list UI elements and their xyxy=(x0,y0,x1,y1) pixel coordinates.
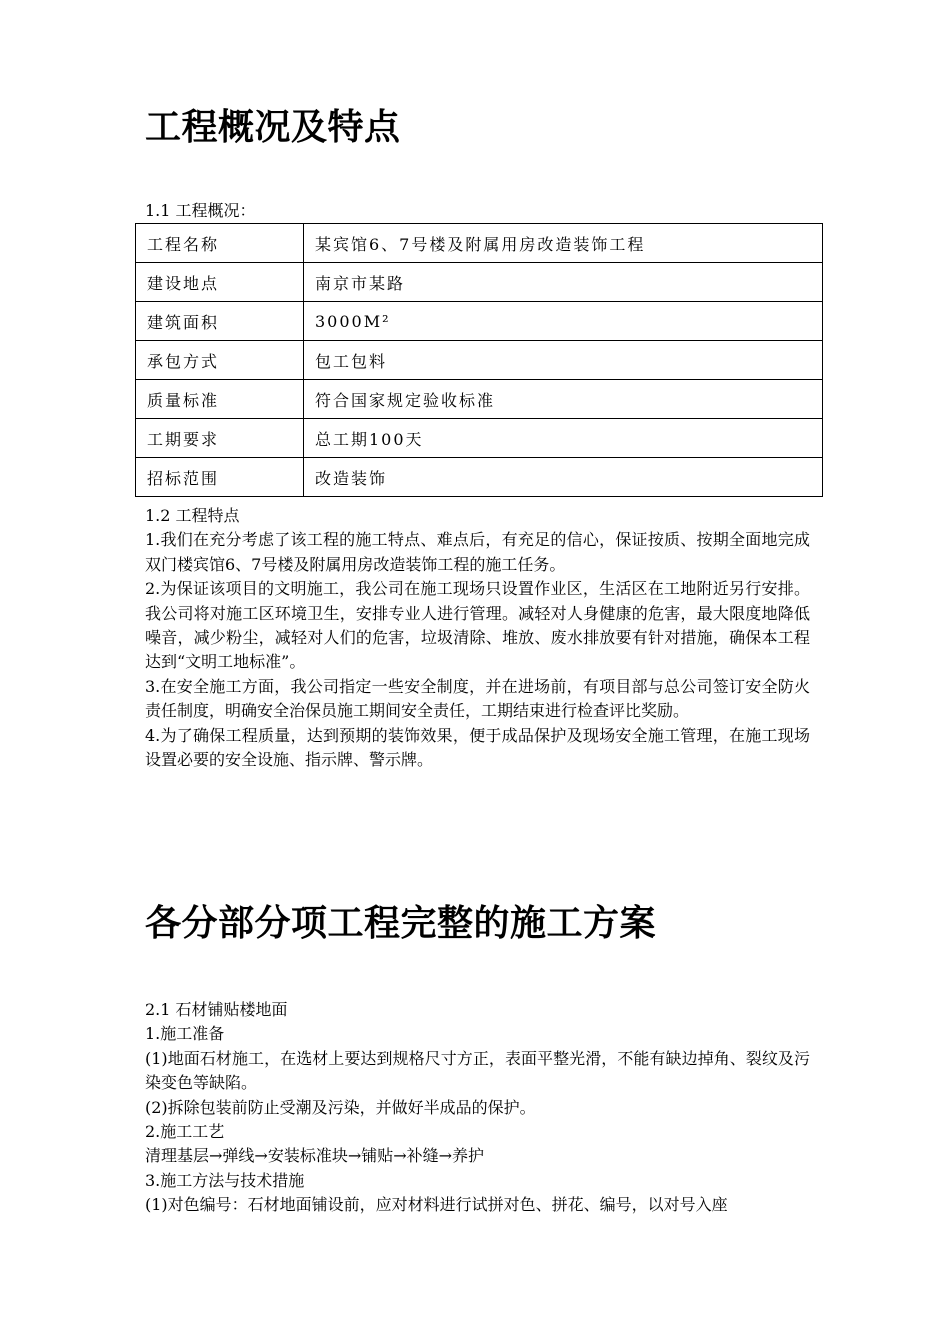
project-info-table xyxy=(135,223,823,497)
table-key: 招标范围 xyxy=(136,458,304,497)
table-key: 质量标准 xyxy=(136,380,304,419)
table-key: 建设地点 xyxy=(136,263,304,302)
plan-line: 3.施工方法与技术措施 xyxy=(145,1170,305,1190)
table-row xyxy=(136,419,823,458)
features-block xyxy=(145,504,810,772)
feature-paragraph: 1.我们在充分考虑了该工程的施工特点、难点后，有充足的信心，保证按质、按期全面地完成双门楼宾馆6、7号楼及附属用房改造装饰工程的施工任务。 xyxy=(145,530,810,574)
table-value: 包工包料 xyxy=(304,341,823,380)
plan-line: 1.施工准备 xyxy=(145,1024,225,1044)
table-value: 南京市某路 xyxy=(304,263,823,302)
plan-line: (1)对色编号：石材地面铺设前，应对材料进行试拼对色、拼花、编号，以对号入座 xyxy=(145,1195,728,1215)
table-value: 改造装饰 xyxy=(304,458,823,497)
table-value: 符合国家规定验收标准 xyxy=(304,380,823,419)
table-key: 承包方式 xyxy=(136,341,304,380)
table-row xyxy=(136,263,823,302)
plan-block xyxy=(145,998,810,1218)
table-key: 工期要求 xyxy=(136,419,304,458)
plan-line: 清理基层→弹线→安装标准块→铺贴→补缝→养护 xyxy=(145,1146,485,1166)
plan-line: (2)拆除包装前防止受潮及污染，并做好半成品的保护。 xyxy=(145,1097,536,1117)
feature-paragraph: 3.在安全施工方面，我公司指定一些安全制度，并在进场前，有项目部与总公司签订安全防火责任制度，明确安全治保员施工期间安全责任，工期结束进行检查评比奖励。 xyxy=(145,676,810,721)
section-title-plan: 各分部分项工程完整的施工方案 xyxy=(145,903,657,944)
section-title-overview: 工程概况及特点 xyxy=(145,107,401,148)
plan-line: 2.1 石材铺贴楼地面 xyxy=(145,1000,288,1019)
subtitle-features: 1.2 工程特点 xyxy=(145,506,240,525)
table-value: 某宾馆6、7号楼及附属用房改造装饰工程 xyxy=(304,224,823,263)
table-row xyxy=(136,302,823,341)
table-row xyxy=(136,458,823,497)
plan-line: (1)地面石材施工，在选材上要达到规格尺寸方正，表面平整光滑，不能有缺边掉角、裂纹及污染变色等缺陷。 xyxy=(145,1048,810,1093)
table-row xyxy=(136,380,823,419)
plan-line: 2.施工工艺 xyxy=(145,1122,225,1142)
table-key: 工程名称 xyxy=(136,224,304,263)
table-value: 总工期100天 xyxy=(304,419,823,458)
feature-paragraph: 2.为保证该项目的文明施工，我公司在施工现场只设置作业区，生活区在工地附近另行安排。我公司将对施工区环境卫生，安排专业人进行管理。减轻对人身健康的危害，最大限度地降低噪音，减少粉尘，减轻对人们的危害，垃圾清除、堆放、废水排放要有针对措施，确保本工程达到“文明工地标准”。 xyxy=(145,579,810,672)
subtitle-overview: 1.1 工程概况： xyxy=(145,201,256,220)
table-key: 建筑面积 xyxy=(136,302,304,341)
feature-paragraph: 4.为了确保工程质量，达到预期的装饰效果，便于成品保护及现场安全施工管理，在施工现场设置必要的安全设施、指示牌、警示牌。 xyxy=(145,725,810,770)
table-row xyxy=(136,224,823,263)
table-value: 3000M² xyxy=(304,302,823,341)
table-row xyxy=(136,341,823,380)
